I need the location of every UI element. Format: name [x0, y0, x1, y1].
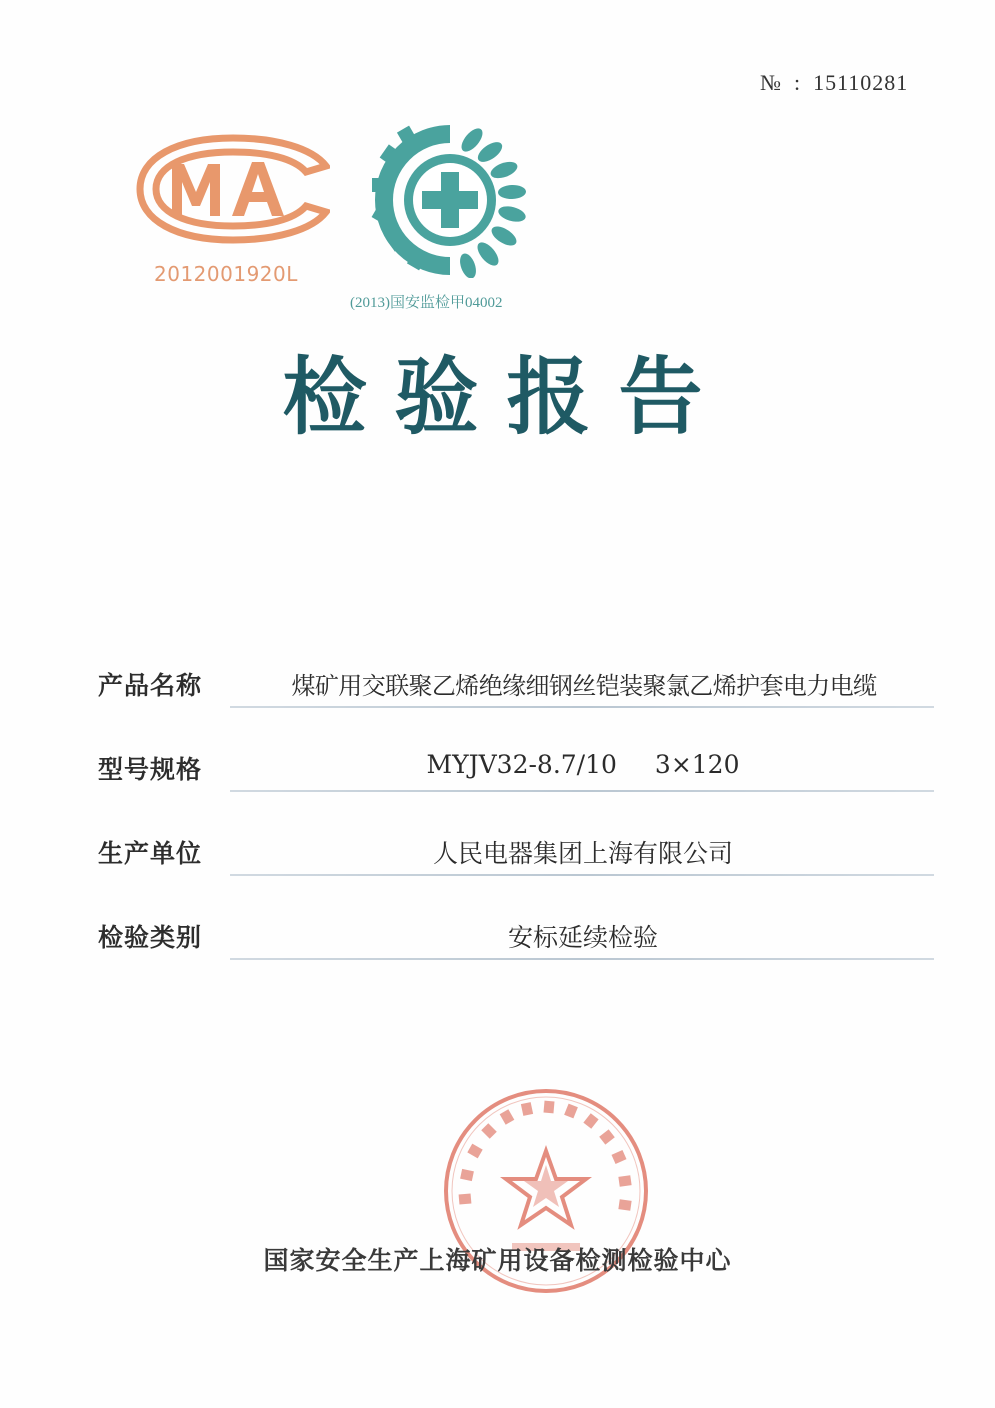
underline — [230, 706, 934, 708]
field-value: 煤矿用交联聚乙烯绝缘细钢丝铠装聚氯乙烯护套电力电缆 — [291, 672, 877, 700]
page-title: 检验报告 — [282, 348, 731, 446]
model-value: MYJV32-8.7/10 — [426, 750, 617, 779]
cma-logo-icon — [136, 134, 330, 244]
underline — [230, 958, 934, 960]
field-model-spec — [98, 740, 934, 792]
number-separator: : — [794, 70, 802, 95]
underline — [230, 874, 934, 876]
field-value: 安标延续检验 — [507, 923, 658, 952]
issuing-organization: 国家安全生产上海矿用设备检测检验中心 — [263, 1246, 732, 1275]
field-inspection-type — [98, 908, 934, 960]
report-number — [760, 70, 908, 96]
field-value: 人民电器集团上海有限公司 — [432, 839, 733, 868]
field-value — [232, 750, 934, 779]
number-symbol: № — [760, 70, 782, 95]
field-label: 生产单位 — [98, 839, 203, 868]
safety-code: (2013)国安监检甲04002 — [350, 295, 503, 311]
report-number-value: 15110281 — [813, 70, 909, 95]
field-label: 产品名称 — [98, 671, 203, 700]
spec-value: 3×120 — [654, 750, 740, 779]
field-label: 检验类别 — [98, 923, 203, 952]
field-product-name — [98, 656, 934, 708]
underline — [230, 790, 934, 792]
cma-code: 2012001920L — [154, 262, 298, 286]
field-label: 型号规格 — [98, 755, 203, 784]
safety-emblem-icon — [368, 120, 534, 278]
field-manufacturer — [98, 824, 934, 876]
